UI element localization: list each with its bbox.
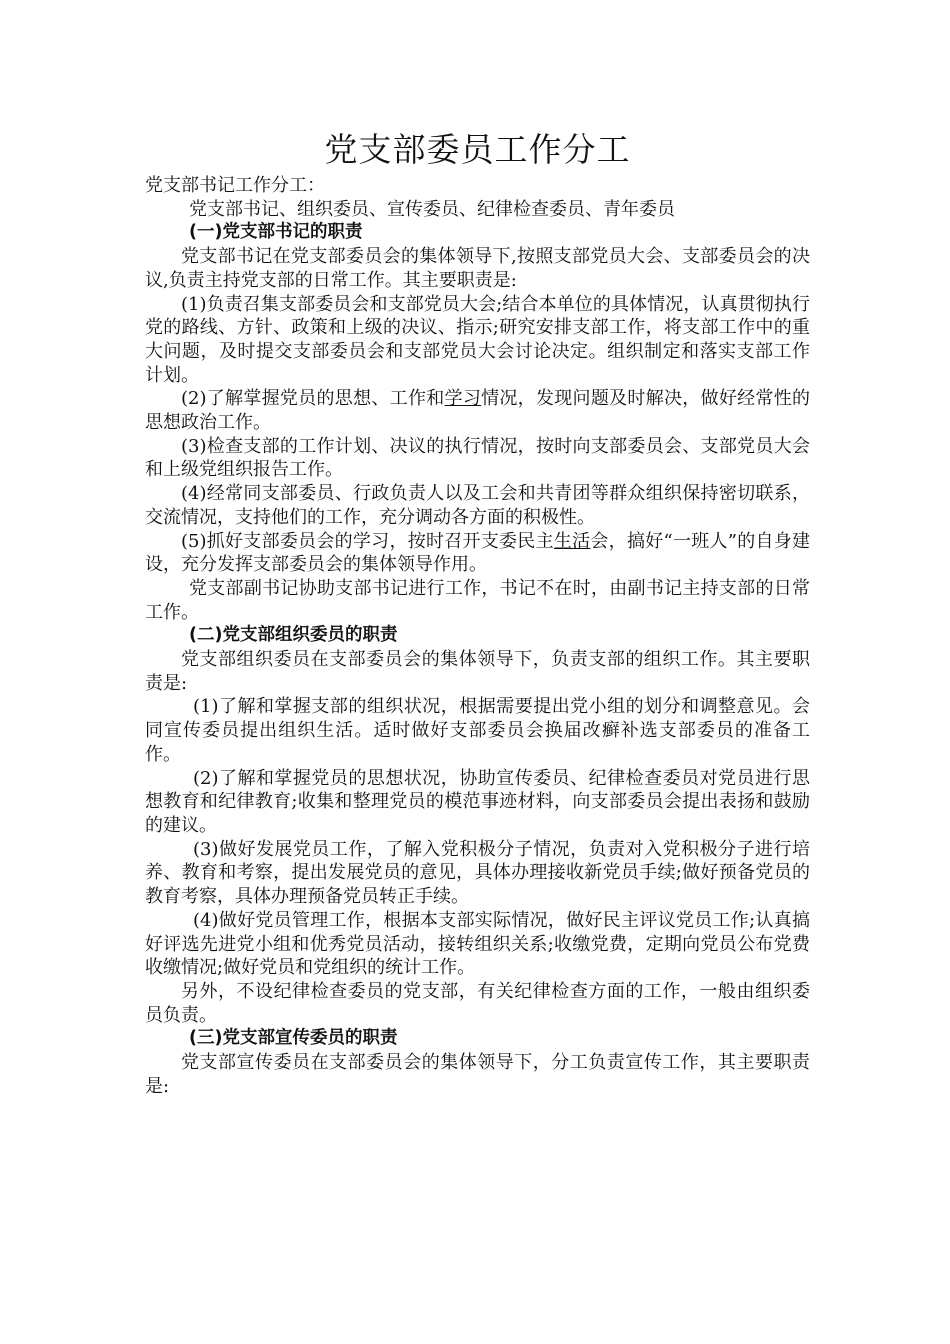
duty-2-text-a: (2)了解掌握党员的思想、工作和: [181, 388, 445, 410]
section-heading-publicity: (三)党支部宣传委员的职责: [189, 1028, 398, 1049]
secretary-duty-5: [145, 530, 810, 577]
secretary-duty-1: (1)负责召集支部委员会和支部党员大会;结合本单位的具体情况，认真贯彻执行党的路线、方针、政策和上级的决议、指示;研究安排支部工作，将支部工作中的重大问题，及时提交支部委员会和支部党员大会讨论决定。组织制定和落实支部工作计划。: [145, 293, 810, 386]
secretary-duty-3: (3)检查支部的工作计划、决议的执行情况，按时向支部委员会、支部党员大会和上级党组织报告工作。: [145, 435, 810, 481]
intro-line: 党支部书记工作分工：: [145, 175, 325, 196]
publicity-paragraph-intro: 党支部宣传委员在支部委员会的集体领导下，分工负责宣传工作，其主要职责是:: [145, 1052, 810, 1097]
organization-duty-1: (1)了解和掌握支部的组织状况，根据需要提出党小组的划分和调整意见。会同宣传委员提出组织生活。适时做好支部委员会换届改癣补选支部委员的准备工作。: [145, 696, 810, 765]
organization-duty-4: (4)做好党员管理工作，根据本支部实际情况，做好民主评议党员工作;认真搞好评选先进党小组和优秀党员活动，接转组织关系;收缴党费，定期向党员公布党费收缴情况;做好党员和党组织的统计工作。: [145, 909, 810, 979]
section-heading-secretary: (一)党支部书记的职责: [189, 222, 363, 243]
organization-duty-2: (2)了解和掌握党员的思想状况，协助宣传委员、纪律检查委员对党员进行思想教育和纪律教育;收集和整理党员的模范事迹材料，向支部委员会提出表扬和鼓励的建议。: [145, 767, 810, 836]
document-page: [145, 128, 810, 1098]
duty-5-text-b: 会，搞好“一班人”的自身建设，充分发挥支部委员会的集体领导作用。: [145, 530, 811, 576]
roles-line: 党支部书记、组织委员、宣传委员、纪律检查委员、青年委员: [189, 198, 675, 220]
duty-2-text-b: 情况，发现问题及时解决，做好经常性的思想政治工作。: [145, 388, 811, 434]
organization-duty-3: (3)做好发展党员工作，了解入党积极分子情况，负责对入党积极分子进行培养、教育和考察，提出发展党员的意见，具体办理接收新党员手续;做好预备党员的教育考察，具体办理预备党员转正手续。: [145, 838, 810, 908]
document-title: 党支部委员工作分工: [324, 130, 631, 169]
organization-paragraph-intro: 党支部组织委员在支部委员会的集体领导下，负责支部的组织工作。其主要职责是:: [145, 649, 810, 694]
organization-note: 另外，不设纪律检查委员的党支部，有关纪律检查方面的工作，一般由组织委员负责。: [145, 980, 810, 1026]
secretary-paragraph-intro: 党支部书记在党支部委员会的集体领导下,按照支部党员大会、支部委员会的决议,负责主持党支部的日常工作。其主要职责是:: [145, 246, 810, 291]
deputy-secretary-paragraph: 党支部副书记协助支部书记进行工作，书记不在时，由副书记主持支部的日常工作。: [145, 577, 810, 623]
life-link[interactable]: 生活: [553, 530, 591, 552]
study-link[interactable]: 学习: [444, 388, 482, 410]
secretary-duty-2: [145, 387, 810, 434]
section-heading-organization: (二)党支部组织委员的职责: [189, 625, 398, 646]
secretary-duty-4: (4)经常同支部委员、行政负责人以及工会和共青团等群众组织保持密切联系，交流情况，支持他们的工作，充分调动各方面的积极性。: [145, 483, 810, 528]
duty-5-text-a: (5)抓好支部委员会的学习，按时召开支委民主: [181, 530, 554, 552]
